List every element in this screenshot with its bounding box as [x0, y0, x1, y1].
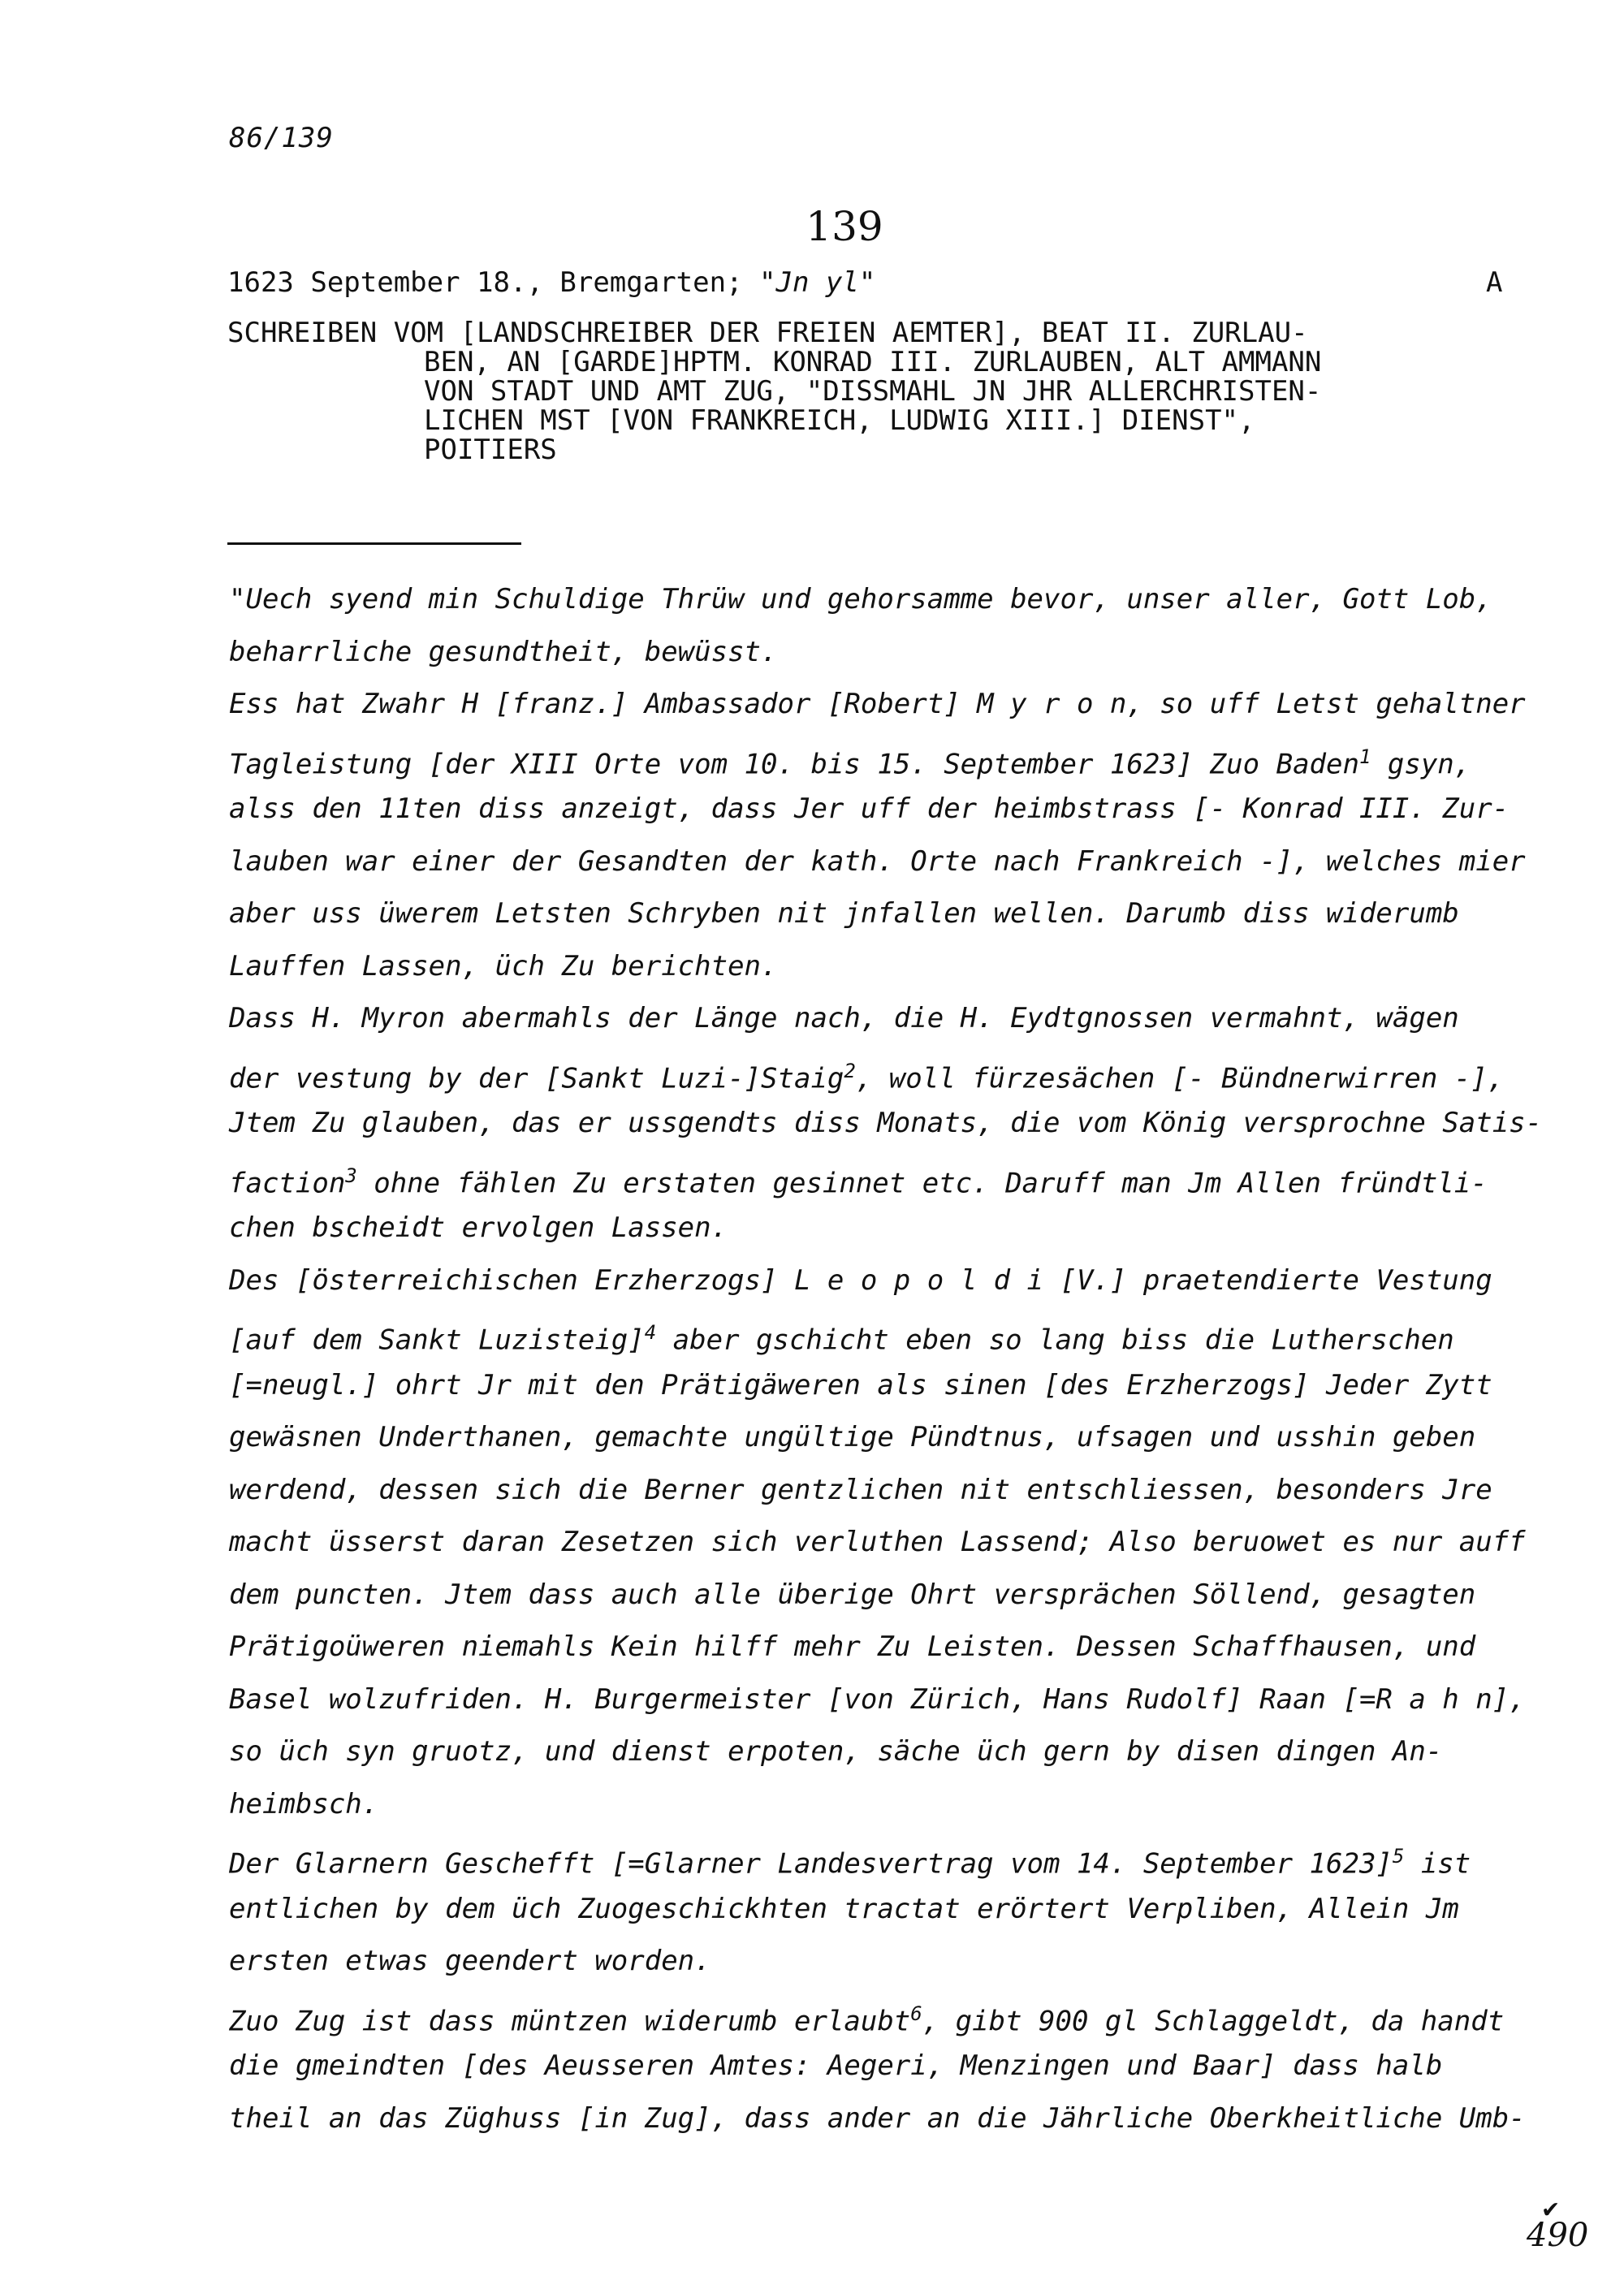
text-line: lauben war einer der Gesandten der kath. Orte nach Frankreich -], welches mier [229, 844, 1526, 878]
text-line [229, 1835, 1528, 1888]
text-line: alss den 11ten diss anzeigt, dass Jer uff der heimbstrass [- Konrad III. Zur- [229, 792, 1510, 825]
check-mark-icon: ✔ [1543, 2192, 1559, 2223]
date-place-line [227, 266, 1510, 299]
text-line: Dass H. Myron abermahls der Länge nach, die H. Eydtgnossen vermahnt, wägen [229, 1002, 1459, 1034]
date-place-quote: "Jn yl" [759, 266, 876, 299]
regest-heading [227, 318, 1510, 464]
text-line [229, 1050, 1528, 1103]
text-segment: , gibt 900 gl Schlaggeldt, da handt [922, 2004, 1505, 2037]
date-place: 1623 September 18., Bremgarten; [227, 266, 743, 299]
text-line: entlichen by dem üch Zuogeschickhten tractat erörtert Verpliben, Allein Jm [229, 1892, 1459, 1925]
footnote-marker: 1 [1358, 745, 1371, 768]
text-line: Jtem Zu glauben, das er ussgendts diss Monats, die vom König versprochne Satis- [229, 1107, 1543, 1139]
text-segment: gsyn, [1371, 747, 1471, 780]
regest-line: LICHEN MST [VON FRANKREICH, LUDWIG XIII.] DIENST", [424, 404, 1255, 437]
text-line [229, 1993, 1528, 2045]
regest-line: POITIERS [424, 434, 557, 466]
text-line: Lauffen Lassen, üch Zu berichten. [229, 949, 778, 983]
text-line: Prätigoüweren niemahls Kein hilff mehr Zu Leisten. Dessen Schaffhausen, und [229, 1630, 1476, 1663]
text-line: gewäsnen Underthanen, gemachte ungültige Pündtnus, ufsagen und usshin geben [229, 1421, 1476, 1453]
text-line: macht üsserst daran Zesetzen sich verluthen Lassend; Also beruowet es nur auff [229, 1526, 1526, 1558]
text-line: "Uech syend min Schuldige Thrüw und gehorsamme bevor, unser aller, Gott Lob, [229, 583, 1492, 615]
text-segment: ist [1404, 1847, 1471, 1881]
footnote-marker: 4 [644, 1321, 657, 1344]
regest-line: VON STADT UND AMT ZUG, "DISSMAHL JN JHR ALLERCHRISTEN- [424, 375, 1322, 408]
text-segment: der vestung by der [Sankt Luzi-]Staig [229, 1061, 844, 1095]
footnote-marker: 5 [1392, 1845, 1405, 1868]
text-line: heimbsch. [229, 1787, 379, 1820]
text-line: Basel wolzufriden. H. Burgermeister [von Zürich, Hans Rudolf] Raan [=R a h n], [229, 1682, 1526, 1716]
footnote-marker: 3 [345, 1164, 357, 1187]
form-mark: A [1486, 266, 1503, 299]
letter-body [229, 578, 1543, 2149]
text-line: dem puncten. Jtem dass auch alle überige Ohrt versprächen Söllend, gesagten [229, 1578, 1476, 1611]
text-line [229, 736, 1528, 788]
reference-number: 86/139 [229, 122, 334, 154]
document-number: 139 [806, 203, 883, 250]
separator-rule [227, 542, 521, 545]
text-line [229, 1155, 1528, 1207]
text-segment: Tagleistung [der XIII Orte vom 10. bis 15. September 1623] Zuo Baden [229, 747, 1359, 780]
text-segment: Zuo Zug ist dass müntzen widerumb erlaubt [229, 2004, 911, 2037]
text-segment: , woll fürzesächen [- Bündnerwirren -], [855, 1061, 1505, 1095]
regest-line: SCHREIBEN VOM [LANDSCHREIBER DER FREIEN AEMTER], BEAT II. ZURLAU- [227, 317, 1308, 349]
regest-line: BEN, AN [GARDE]HPTM. KONRAD III. ZURLAUBEN, ALT AMMANN [424, 346, 1322, 378]
text-line: Des [österreichischen Erzherzogs] L e o p o l d i [V.] praetendierte Vestung [229, 1263, 1492, 1297]
text-segment: Der Glarnern Geschefft [=Glarner Landesvertrag vom 14. September 1623] [229, 1847, 1393, 1881]
footnote-marker: 6 [910, 2002, 922, 2025]
text-line: die gmeindten [des Aeusseren Amtes: Aegeri, Menzingen und Baar] dass halb [229, 2049, 1443, 2082]
text-line: so üch syn gruotz, und dienst erpoten, säche üch gern by disen dingen An- [229, 1735, 1443, 1768]
text-line: Ess hat Zwahr H [franz.] Ambassador [Robert] M y r o n, so uff Letst gehaltner [229, 688, 1526, 720]
text-line: chen bscheidt ervolgen Lassen. [229, 1211, 728, 1244]
text-segment: [auf dem Sankt Luzisteig] [229, 1324, 645, 1357]
folio-number: 490 [1527, 2217, 1589, 2254]
text-line: theil an das Züghuss [in Zug], dass ander an die Jährliche Oberkheitliche Umb- [229, 2101, 1526, 2135]
text-line: aber uss üwerem Letsten Schryben nit jnfallen wellen. Darumb diss widerumb [229, 897, 1459, 930]
text-line [229, 1311, 1528, 1364]
text-line: werdend, dessen sich die Berner gentzlichen nit entschliessen, besonders Jre [229, 1473, 1492, 1506]
text-segment: ohne fählen Zu erstaten gesinnet etc. Daruff man Jm Allen fründtli- [356, 1166, 1488, 1199]
text-segment: faction [229, 1166, 346, 1199]
text-line: [=neugl.] ohrt Jr mit den Prätigäweren als sinen [des Erzherzogs] Jeder Zytt [229, 1368, 1492, 1401]
text-line: ersten etwas geendert worden. [229, 1945, 711, 1977]
footnote-marker: 2 [844, 1059, 856, 1082]
text-segment: aber gschicht eben so lang biss die Lutherschen [656, 1324, 1454, 1357]
text-line: beharrliche gesundtheit, bewüsst. [229, 635, 778, 668]
